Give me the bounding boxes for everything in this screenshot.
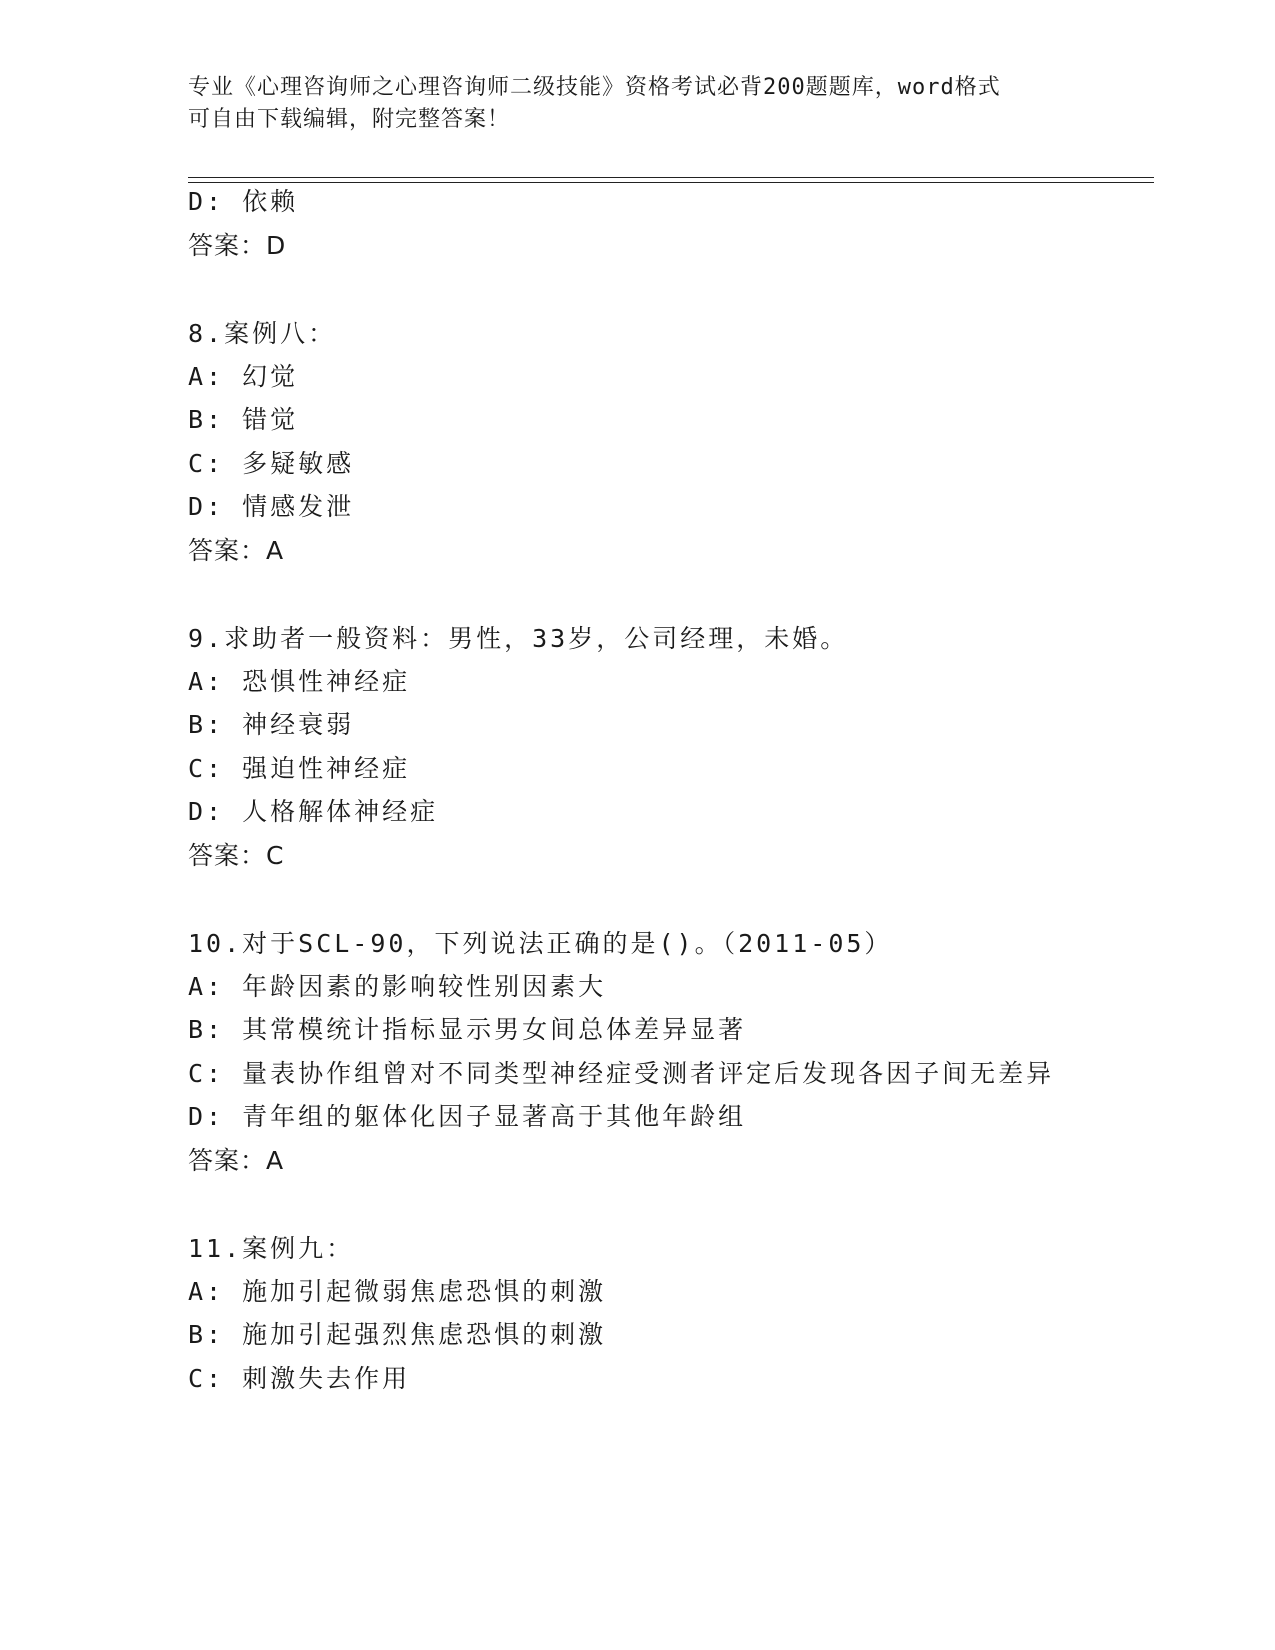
q9-option-d: D: 人格解体神经症 xyxy=(188,797,439,826)
q10-option-c: C: 量表协作组曾对不同类型神经症受测者评定后发现各因子间无差异 xyxy=(188,1059,1055,1088)
header-line-1: 专业《心理咨询师之心理咨询师二级技能》资格考试必背200题题库，word格式 xyxy=(188,75,1001,100)
q8-option-c: C: 多疑敏感 xyxy=(188,449,355,478)
q10-option-a: A: 年龄因素的影响较性别因素大 xyxy=(188,972,607,1001)
q8-option-d: D: 情感发泄 xyxy=(188,492,355,521)
q10-title: 10.对于SCL-90，下列说法正确的是()。（2011-05） xyxy=(188,929,893,958)
q11-title: 11.案例九： xyxy=(188,1234,355,1263)
prev-answer: 答案：D xyxy=(188,231,287,260)
q9-title: 9.求助者一般资料：男性，33岁，公司经理，未婚。 xyxy=(188,624,849,653)
q10-option-b: B: 其常模统计指标显示男女间总体差异显著 xyxy=(188,1015,747,1044)
q9-answer: 答案：C xyxy=(188,841,285,870)
q11-option-b: B: 施加引起强烈焦虑恐惧的刺激 xyxy=(188,1320,607,1349)
q9-option-a: A: 恐惧性神经症 xyxy=(188,667,411,696)
header-divider-top xyxy=(188,177,1154,178)
q8-option-b: B: 错觉 xyxy=(188,405,299,434)
prev-option-d: D: 依赖 xyxy=(188,187,299,216)
q8-option-a: A: 幻觉 xyxy=(188,362,299,391)
q11-option-c: C: 刺激失去作用 xyxy=(188,1364,411,1393)
header-line-2: 可自由下载编辑，附完整答案！ xyxy=(188,107,511,132)
q10-answer: 答案：A xyxy=(188,1146,285,1175)
q11-option-a: A: 施加引起微弱焦虑恐惧的刺激 xyxy=(188,1277,607,1306)
q9-option-b: B: 神经衰弱 xyxy=(188,710,355,739)
q8-answer: 答案：A xyxy=(188,536,285,565)
header-divider-bottom xyxy=(188,182,1154,183)
document-header xyxy=(188,72,1088,136)
q9-option-c: C: 强迫性神经症 xyxy=(188,754,411,783)
q10-option-d: D: 青年组的躯体化因子显著高于其他年龄组 xyxy=(188,1102,747,1131)
q8-title: 8.案例八： xyxy=(188,319,337,348)
